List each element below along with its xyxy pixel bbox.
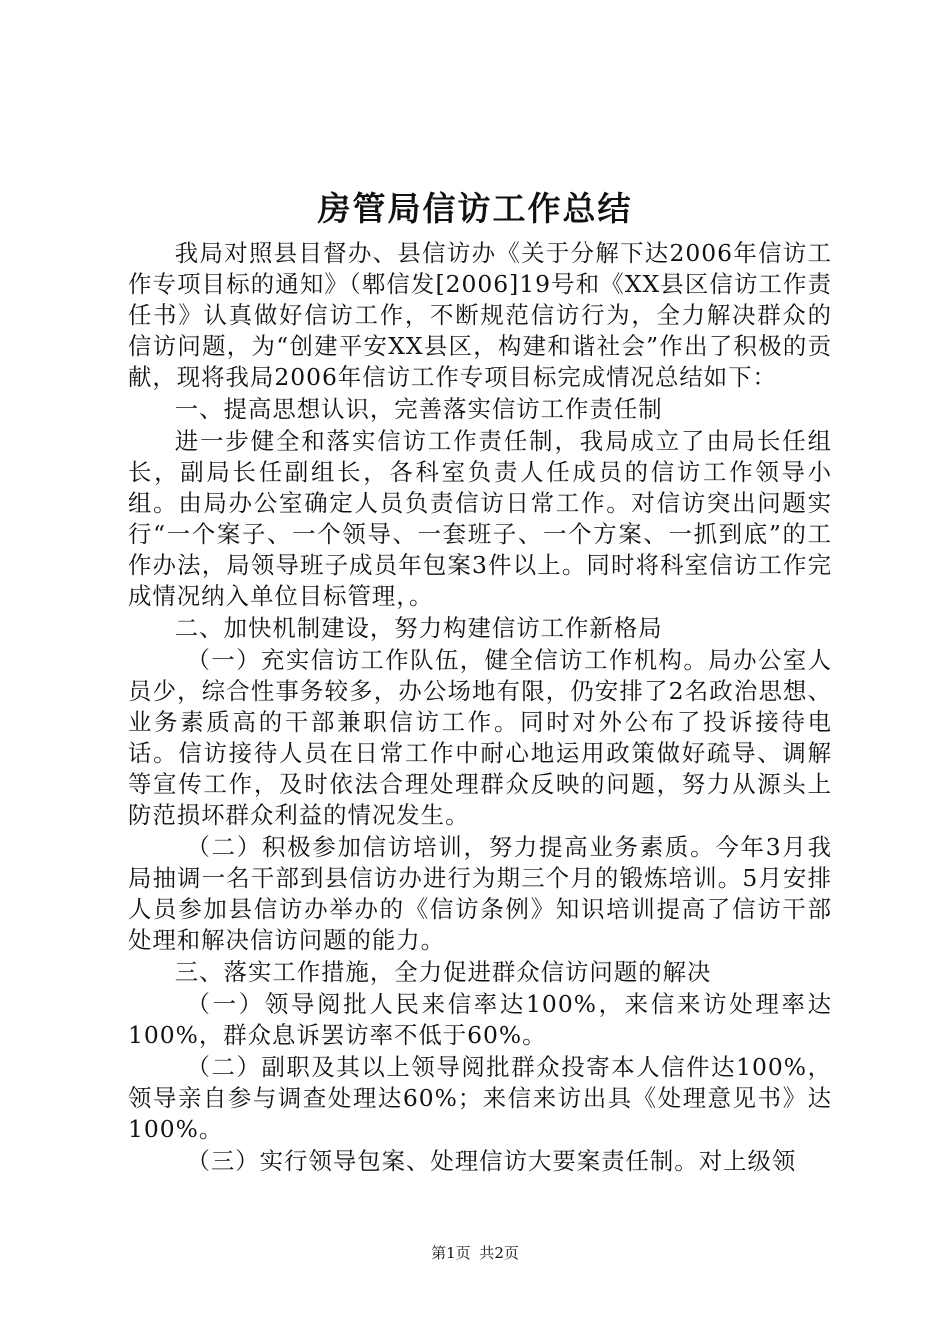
paragraph-3-3: （三）实行领导包案、处理信访大要案责任制。对上级领 — [186, 1147, 797, 1175]
document-body — [128, 238, 832, 1178]
paragraph-2-1: （一）充实信访工作队伍，健全信访工作机构。局办公室人员少，综合性事务较多，办公场地有限，仍安排了2名政治思想、业务素质高的干部兼职信访工作。同时对外公布了投诉接待电话。信访接待人员在日常工作中耐心地运用政策做好疏导、调解等宣传工作，及时依法合理处理群众反映的问题，努力从源头上防范损坏群众利益的情况发生。 — [128, 646, 832, 829]
paragraph-intro: 我局对照县目督办、县信访办《关于分解下达2006年信访工作专项目标的通知》（郫信发[2006]19号和《XX县区信访工作责任书》认真做好信访工作，不断规范信访行为，全力解决群众的信访问题，为“创建平安XX县区，构建和谐社会”作出了积极的贡献，现将我局2006年信访工作专项目标完成情况总结如下： — [128, 239, 832, 391]
page-total: 共2页 — [479, 1244, 519, 1262]
section-heading-2: 二、加快机制建设，努力构建信访工作新格局 — [174, 614, 663, 642]
paragraph-section-1: 进一步健全和落实信访工作责任制，我局成立了由局长任组长，副局长任副组长，各科室负责人任成员的信访工作领导小组。由局办公室确定人员负责信访日常工作。对信访突出问题实行“一个案子、一个领导、一套班子、一个方案、一抓到底”的工作办法，局领导班子成员年包案3件以上。同时将科室信访工作完成情况纳入单位目标管理，。 — [128, 427, 832, 610]
paragraph-2-2: （二）积极参加信访培训，努力提高业务素质。今年3月我局抽调一名干部到县信访办进行为期三个月的锻炼培训。5月安排人员参加县信访办举办的《信访条例》知识培训提高了信访干部处理和解决信访问题的能力。 — [128, 833, 832, 954]
section-heading-1: 一、提高思想认识，完善落实信访工作责任制 — [174, 395, 663, 423]
page-footer — [0, 1243, 950, 1263]
paragraph-3-1: （一）领导阅批人民来信率达100%，来信来访处理率达100%，群众息诉罢访率不低于60%。 — [128, 990, 832, 1049]
document-title: 房管局信访工作总结 — [317, 189, 633, 228]
page-number: 第1页 — [431, 1244, 471, 1262]
paragraph-3-2: （二）副职及其以上领导阅批群众投寄本人信件达100%，领导亲自参与调查处理达60%；来信来访出具《处理意见书》达100%。 — [128, 1053, 832, 1143]
section-heading-3: 三、落实工作措施，全力促进群众信访问题的解决 — [174, 958, 712, 986]
